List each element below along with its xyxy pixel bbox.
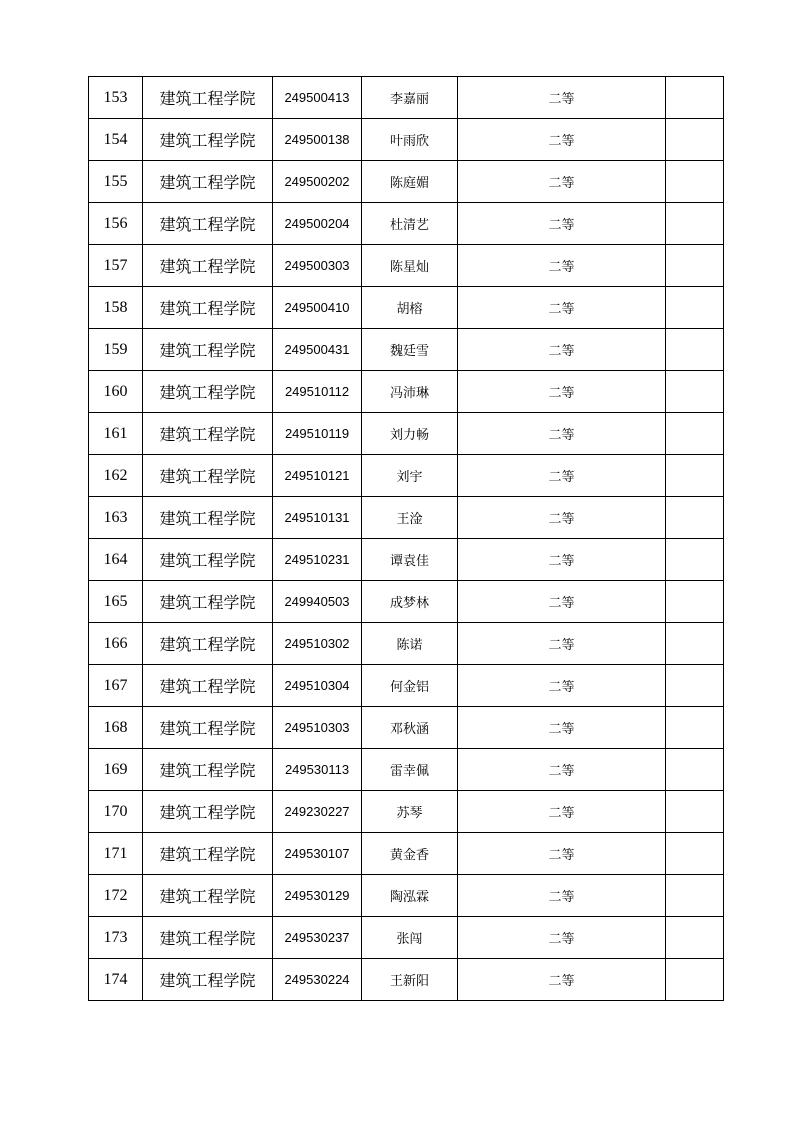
- student-name-cell: 邓秋涵: [362, 707, 458, 749]
- award-level-cell: 二等: [458, 371, 666, 413]
- student-id-cell: 249530129: [273, 875, 362, 917]
- college-cell: 建筑工程学院: [143, 665, 273, 707]
- note-cell: [666, 665, 724, 707]
- table-row: [89, 497, 724, 539]
- table-row: [89, 245, 724, 287]
- award-level-cell: 二等: [458, 791, 666, 833]
- row-number: 157: [89, 245, 143, 287]
- student-name-cell: 魏廷雪: [362, 329, 458, 371]
- college-cell: 建筑工程学院: [143, 917, 273, 959]
- award-level-cell: 二等: [458, 245, 666, 287]
- college-cell: 建筑工程学院: [143, 791, 273, 833]
- note-cell: [666, 707, 724, 749]
- student-id-cell: 249530224: [273, 959, 362, 1001]
- row-number: 161: [89, 413, 143, 455]
- note-cell: [666, 161, 724, 203]
- award-level-cell: 二等: [458, 497, 666, 539]
- row-number: 169: [89, 749, 143, 791]
- college-cell: 建筑工程学院: [143, 413, 273, 455]
- student-id-cell: 249510112: [273, 371, 362, 413]
- student-id-cell: 249500202: [273, 161, 362, 203]
- student-id-cell: 249230227: [273, 791, 362, 833]
- note-cell: [666, 749, 724, 791]
- award-level-cell: 二等: [458, 875, 666, 917]
- note-cell: [666, 77, 724, 119]
- award-level-cell: 二等: [458, 833, 666, 875]
- note-cell: [666, 329, 724, 371]
- row-number: 165: [89, 581, 143, 623]
- award-level-cell: 二等: [458, 917, 666, 959]
- note-cell: [666, 875, 724, 917]
- note-cell: [666, 497, 724, 539]
- college-cell: 建筑工程学院: [143, 749, 273, 791]
- table-row: [89, 707, 724, 749]
- row-number: 154: [89, 119, 143, 161]
- college-cell: 建筑工程学院: [143, 287, 273, 329]
- award-level-cell: 二等: [458, 203, 666, 245]
- table-row: [89, 875, 724, 917]
- student-name-cell: 黄金香: [362, 833, 458, 875]
- table-row: [89, 77, 724, 119]
- note-cell: [666, 287, 724, 329]
- row-number: 160: [89, 371, 143, 413]
- table-row: [89, 539, 724, 581]
- student-name-cell: 谭袁佳: [362, 539, 458, 581]
- student-id-cell: 249530113: [273, 749, 362, 791]
- award-level-cell: 二等: [458, 287, 666, 329]
- note-cell: [666, 539, 724, 581]
- college-cell: 建筑工程学院: [143, 77, 273, 119]
- table-row: [89, 329, 724, 371]
- table-row: [89, 581, 724, 623]
- student-id-cell: 249500410: [273, 287, 362, 329]
- note-cell: [666, 791, 724, 833]
- college-cell: 建筑工程学院: [143, 245, 273, 287]
- college-cell: 建筑工程学院: [143, 581, 273, 623]
- student-name-cell: 陈庭媚: [362, 161, 458, 203]
- student-id-cell: 249510303: [273, 707, 362, 749]
- college-cell: 建筑工程学院: [143, 161, 273, 203]
- student-id-cell: 249500138: [273, 119, 362, 161]
- student-name-cell: 叶雨欣: [362, 119, 458, 161]
- student-id-cell: 249500204: [273, 203, 362, 245]
- award-level-cell: 二等: [458, 539, 666, 581]
- row-number: 162: [89, 455, 143, 497]
- table-row: [89, 749, 724, 791]
- table-row: [89, 623, 724, 665]
- award-level-cell: 二等: [458, 413, 666, 455]
- row-number: 171: [89, 833, 143, 875]
- college-cell: 建筑工程学院: [143, 119, 273, 161]
- student-name-cell: 冯沛琳: [362, 371, 458, 413]
- student-id-cell: 249510231: [273, 539, 362, 581]
- table-row: [89, 665, 724, 707]
- student-name-cell: 张闯: [362, 917, 458, 959]
- row-number: 153: [89, 77, 143, 119]
- college-cell: 建筑工程学院: [143, 203, 273, 245]
- student-id-cell: 249510302: [273, 623, 362, 665]
- row-number: 156: [89, 203, 143, 245]
- note-cell: [666, 959, 724, 1001]
- student-id-cell: 249510121: [273, 455, 362, 497]
- note-cell: [666, 623, 724, 665]
- row-number: 174: [89, 959, 143, 1001]
- student-id-cell: 249510119: [273, 413, 362, 455]
- note-cell: [666, 581, 724, 623]
- award-level-cell: 二等: [458, 77, 666, 119]
- note-cell: [666, 119, 724, 161]
- student-id-cell: 249500431: [273, 329, 362, 371]
- row-number: 166: [89, 623, 143, 665]
- table-row: [89, 833, 724, 875]
- row-number: 158: [89, 287, 143, 329]
- student-name-cell: 成梦林: [362, 581, 458, 623]
- student-id-cell: 249530107: [273, 833, 362, 875]
- row-number: 155: [89, 161, 143, 203]
- college-cell: 建筑工程学院: [143, 707, 273, 749]
- note-cell: [666, 833, 724, 875]
- note-cell: [666, 245, 724, 287]
- student-name-cell: 陶泓霖: [362, 875, 458, 917]
- award-level-cell: 二等: [458, 455, 666, 497]
- table-row: [89, 287, 724, 329]
- note-cell: [666, 455, 724, 497]
- table-row: [89, 119, 724, 161]
- college-cell: 建筑工程学院: [143, 833, 273, 875]
- student-name-cell: 杜清艺: [362, 203, 458, 245]
- student-name-cell: 陈诺: [362, 623, 458, 665]
- student-id-cell: 249510304: [273, 665, 362, 707]
- college-cell: 建筑工程学院: [143, 539, 273, 581]
- row-number: 159: [89, 329, 143, 371]
- college-cell: 建筑工程学院: [143, 329, 273, 371]
- award-level-cell: 二等: [458, 749, 666, 791]
- award-level-cell: 二等: [458, 581, 666, 623]
- table-row: [89, 203, 724, 245]
- student-name-cell: 王淦: [362, 497, 458, 539]
- award-level-cell: 二等: [458, 959, 666, 1001]
- note-cell: [666, 413, 724, 455]
- award-level-cell: 二等: [458, 161, 666, 203]
- row-number: 167: [89, 665, 143, 707]
- student-name-cell: 王新阳: [362, 959, 458, 1001]
- award-level-cell: 二等: [458, 623, 666, 665]
- college-cell: 建筑工程学院: [143, 497, 273, 539]
- student-id-cell: 249500303: [273, 245, 362, 287]
- row-number: 163: [89, 497, 143, 539]
- college-cell: 建筑工程学院: [143, 959, 273, 1001]
- table-row: [89, 791, 724, 833]
- note-cell: [666, 917, 724, 959]
- student-name-cell: 陈星灿: [362, 245, 458, 287]
- award-level-cell: 二等: [458, 329, 666, 371]
- student-name-cell: 胡榕: [362, 287, 458, 329]
- student-id-cell: 249510131: [273, 497, 362, 539]
- student-name-cell: 何金铝: [362, 665, 458, 707]
- college-cell: 建筑工程学院: [143, 875, 273, 917]
- table-row: [89, 161, 724, 203]
- college-cell: 建筑工程学院: [143, 623, 273, 665]
- row-number: 168: [89, 707, 143, 749]
- student-name-cell: 刘宇: [362, 455, 458, 497]
- college-cell: 建筑工程学院: [143, 455, 273, 497]
- student-name-cell: 刘力畅: [362, 413, 458, 455]
- table-row: [89, 959, 724, 1001]
- student-id-cell: 249530237: [273, 917, 362, 959]
- award-roster-table: [88, 76, 724, 1001]
- student-name-cell: 苏琴: [362, 791, 458, 833]
- note-cell: [666, 371, 724, 413]
- table-row: [89, 455, 724, 497]
- student-name-cell: 李嘉丽: [362, 77, 458, 119]
- award-level-cell: 二等: [458, 707, 666, 749]
- table-row: [89, 917, 724, 959]
- row-number: 170: [89, 791, 143, 833]
- student-id-cell: 249940503: [273, 581, 362, 623]
- award-level-cell: 二等: [458, 665, 666, 707]
- table-row: [89, 371, 724, 413]
- college-cell: 建筑工程学院: [143, 371, 273, 413]
- table-row: [89, 413, 724, 455]
- student-id-cell: 249500413: [273, 77, 362, 119]
- row-number: 173: [89, 917, 143, 959]
- row-number: 164: [89, 539, 143, 581]
- note-cell: [666, 203, 724, 245]
- award-roster-body: [89, 77, 724, 1001]
- award-level-cell: 二等: [458, 119, 666, 161]
- row-number: 172: [89, 875, 143, 917]
- student-name-cell: 雷幸佩: [362, 749, 458, 791]
